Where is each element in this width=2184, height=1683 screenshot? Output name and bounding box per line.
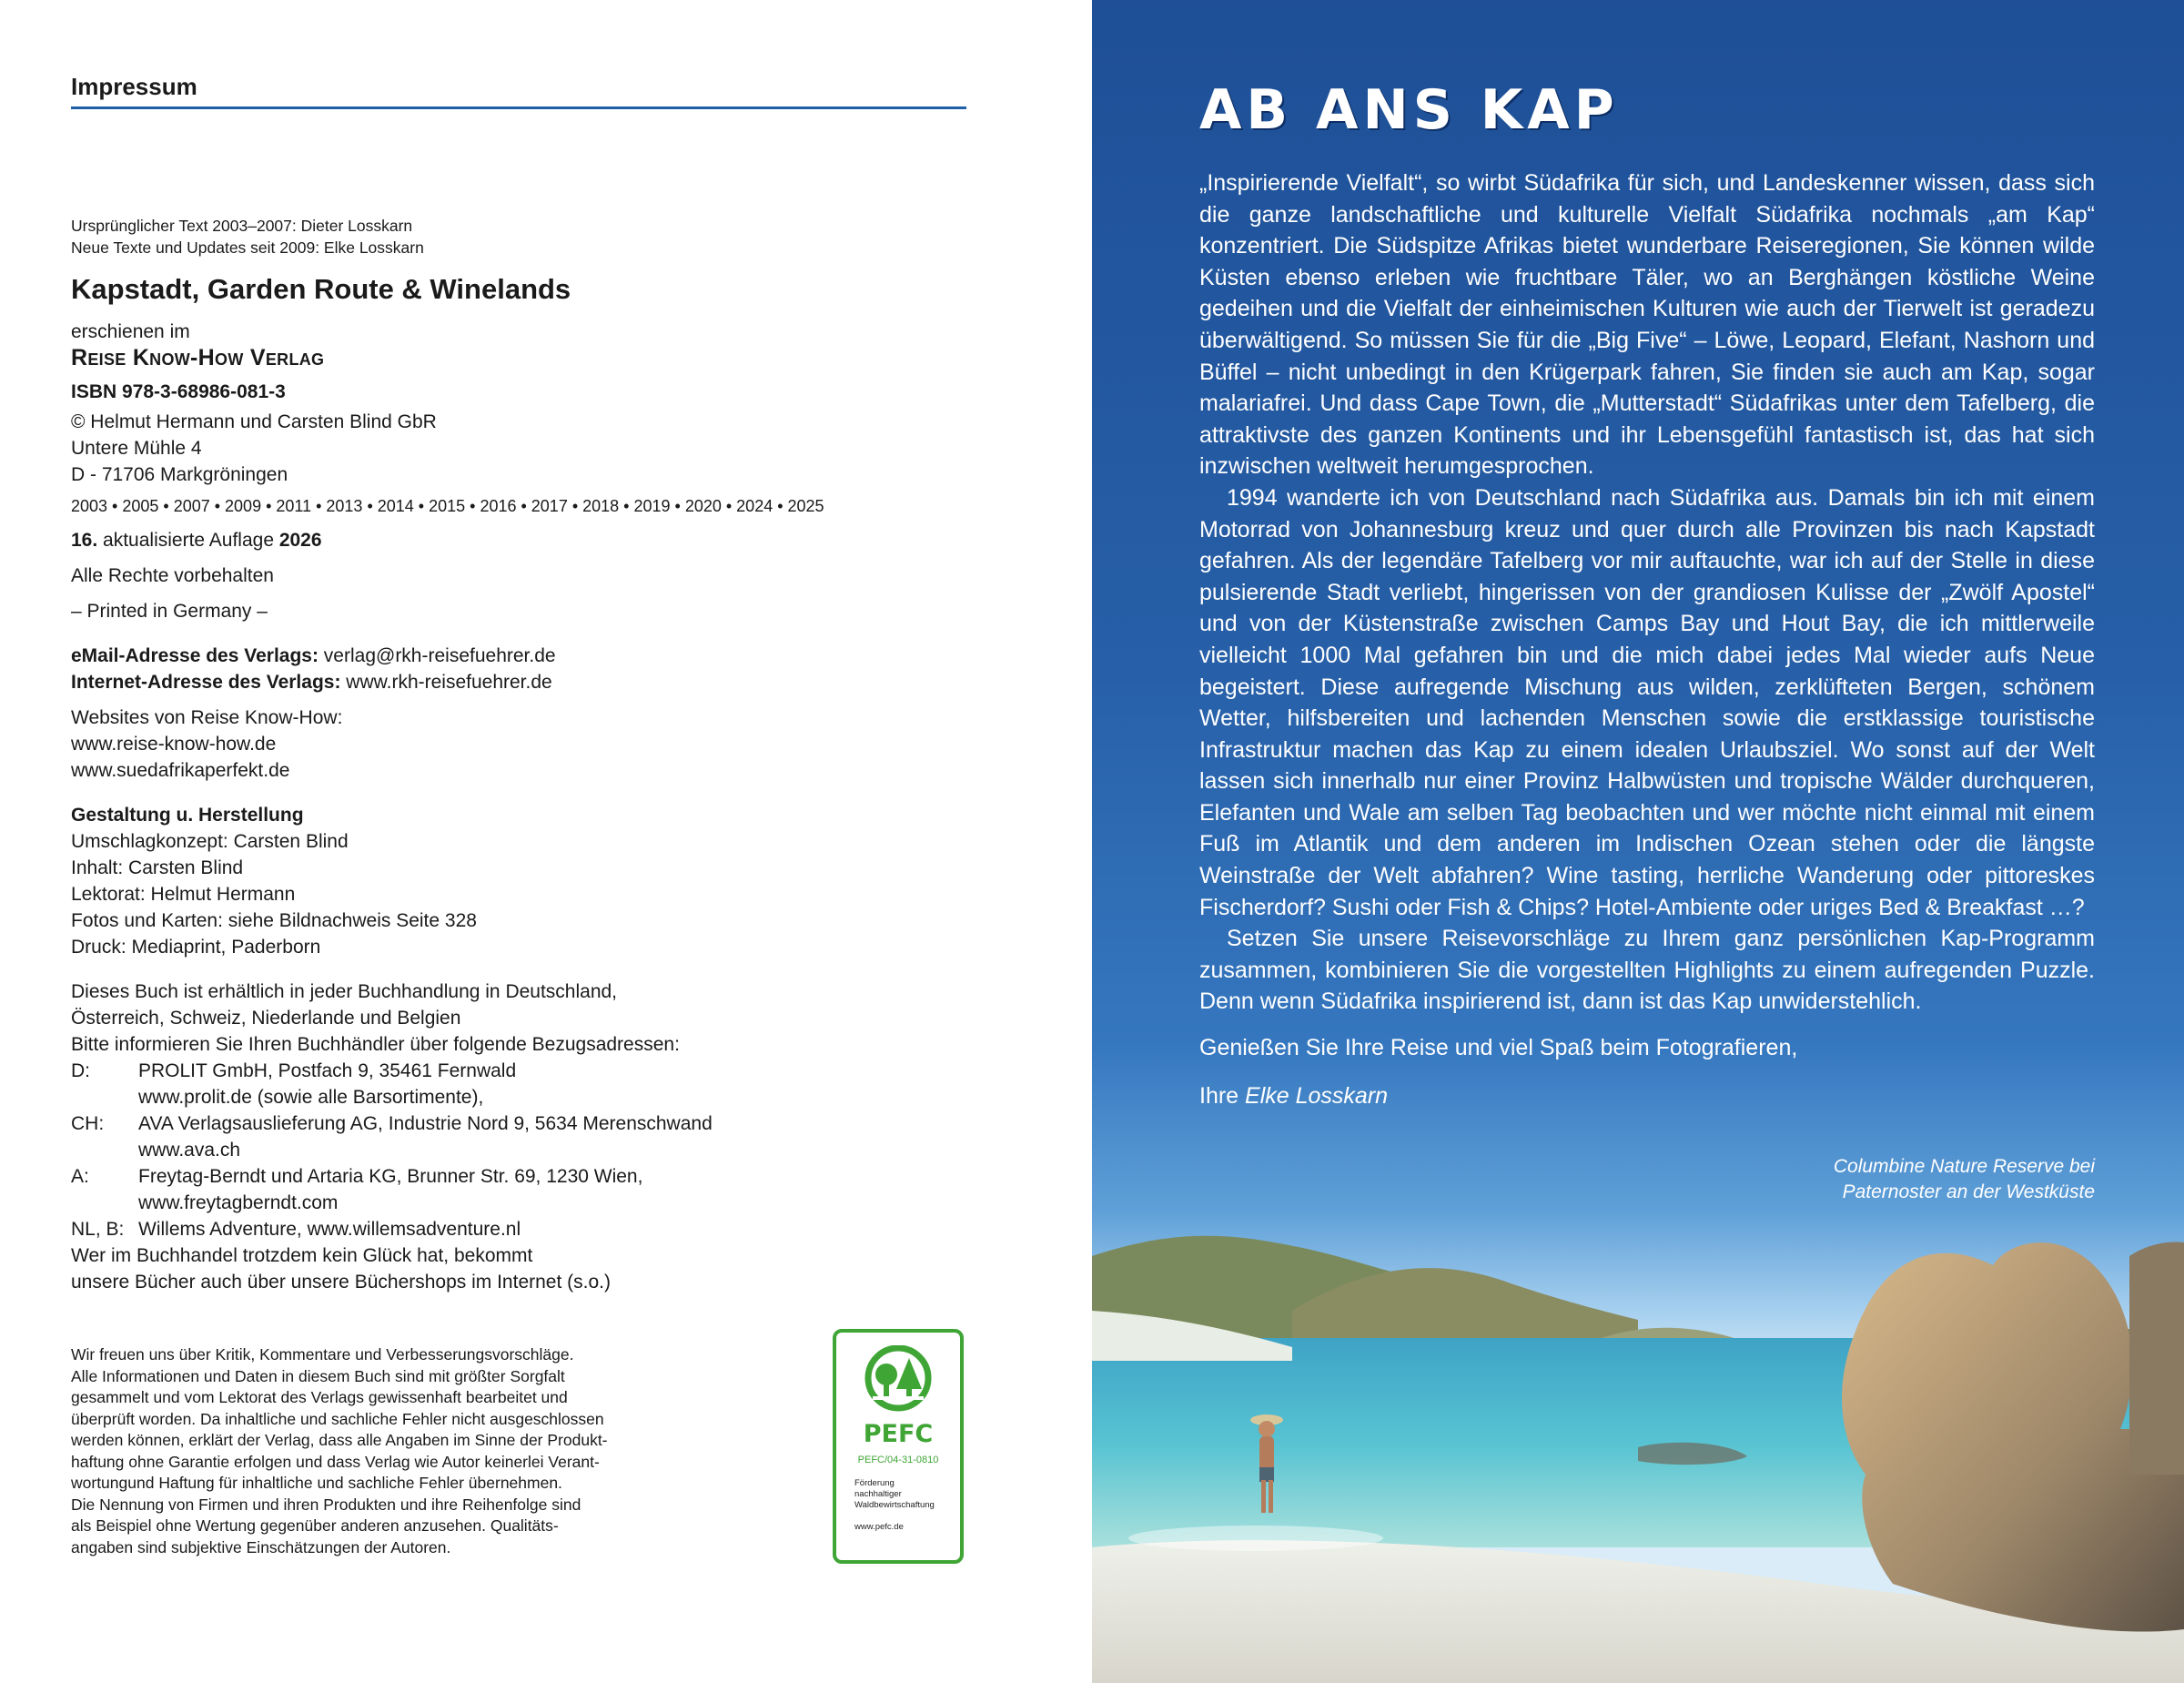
address-row (71, 1058, 981, 1084)
production-block (71, 802, 981, 960)
country-code: NL, B: (71, 1219, 125, 1240)
pefc-certification-badge (833, 1329, 964, 1564)
availability-block (71, 978, 981, 1058)
caption-line: Paternoster an der Westküste (1842, 1181, 2095, 1202)
legal-line: haftung ohne Garantie erfolgen und dass Verlag wie Autor keinerlei Verant- (71, 1452, 600, 1471)
copyright-block (71, 409, 981, 488)
edition-text: aktualisierte Auflage (97, 530, 279, 551)
legal-line: angaben sind subjektive Einschätzungen der Autoren. (71, 1537, 451, 1556)
country-code: A: (71, 1166, 89, 1187)
printed-text: – Printed in Germany – (71, 601, 268, 622)
web-label: Internet-Adresse des Verlags: (71, 672, 341, 693)
published-in: erschienen im (71, 321, 190, 342)
address-row (71, 1163, 981, 1190)
legal-disclaimer (71, 1344, 690, 1558)
coastal-photo (1092, 1201, 2184, 1683)
address-list (71, 1058, 981, 1242)
page-title: AB ANS KAP (1199, 78, 1619, 142)
intro-paragraph: Setzen Sie unsere Reisevorschläge zu Ihrem ganz persönlichen Kap-Programm zusammen, kombinieren Sie die vorgestellten Highlights zu einem aufregenden Puzzle. Denn wenn Südafrika inspirierend ist, dann ist das Kap unwiderstehlich. (1199, 926, 2095, 1015)
production-line: Druck: Mediaprint, Paderborn (71, 937, 321, 958)
legal-line: wortungund Haftung für inhaltliche und sachliche Fehler übernehmen. (71, 1474, 562, 1492)
pefc-code: PEFC/04-31-0810 (857, 1455, 939, 1465)
book-title: Kapstadt, Garden Route & Winelands (71, 273, 571, 305)
availability-line: Österreich, Schweiz, Niederlande und Belgien (71, 1008, 461, 1029)
legal-line: Wir freuen uns über Kritik, Kommentare und Verbesserungsvorschläge. (71, 1345, 574, 1364)
websites-label: Websites von Reise Know-How: (71, 707, 343, 728)
signature-name: Elke Losskarn (1245, 1082, 1389, 1109)
website-link[interactable]: www.reise-know-how.de (71, 734, 277, 755)
address-line: Untere Mühle 4 (71, 438, 202, 459)
email-link[interactable]: verlag@rkh-reisefuehrer.de (318, 645, 556, 666)
legal-line: überprüft worden. Da inhaltliche und sachliche Fehler nicht ausgeschlossen (71, 1409, 604, 1428)
edition-number: 16. (71, 530, 98, 551)
production-title: Gestaltung u. Herstellung (71, 805, 304, 826)
address-text: www.freytagberndt.com (138, 1192, 339, 1213)
legal-line: Die Nennung von Firmen und ihren Produkten und ihre Reihenfolge sind (71, 1495, 581, 1514)
contact-block (71, 643, 981, 695)
signature-prefix: Ihre (1199, 1082, 1246, 1109)
availability-line: Dieses Buch ist erhältlich in jeder Buchhandlung in Deutschland, (71, 981, 618, 1002)
note-line: unsere Bücher auch über unsere Büchershops im Internet (s.o.) (71, 1272, 611, 1293)
note-line: Wer im Buchhandel trotzdem kein Glück hat, bekommt (71, 1245, 533, 1266)
section-title: Impressum (71, 73, 966, 109)
legal-line: werden können, erklärt der Verlag, dass alle Angaben im Sinne der Produkt- (71, 1431, 608, 1449)
pefc-subtitle-line: Förderung (854, 1478, 895, 1488)
web-link[interactable]: www.rkh-reisefuehrer.de (340, 672, 552, 693)
website-link[interactable]: www.suedafrikaperfekt.de (71, 760, 290, 781)
isbn: ISBN 978-3-68986-081-3 (71, 381, 286, 402)
legal-line: Alle Informationen und Daten in diesem Buch sind mit größter Sorgfalt (71, 1366, 565, 1385)
country-code (71, 1137, 138, 1163)
legal-line: als Beispiel ohne Wertung gegenüber anderen anzusehen. Qualitäts- (71, 1516, 559, 1535)
address-row (71, 1084, 981, 1110)
pefc-brand-text: PEFC (863, 1420, 934, 1448)
intro-page (1092, 0, 2184, 1683)
bookstore-note (71, 1242, 981, 1295)
credit-line: Ursprünglicher Text 2003–2007: Dieter Losskarn (71, 217, 413, 235)
country-code (71, 1190, 138, 1216)
address-text: Willems Adventure, www.willemsadventure.nl (138, 1219, 521, 1240)
credit-line: Neue Texte und Updates seit 2009: Elke Losskarn (71, 238, 424, 257)
rights-text: Alle Rechte vorbehalten (71, 565, 274, 586)
copyright-line: © Helmut Hermann und Carsten Blind GbR (71, 411, 437, 432)
country-code: D: (71, 1060, 90, 1081)
email-line (71, 643, 981, 669)
address-text: PROLIT GmbH, Postfach 9, 35461 Fernwald (138, 1060, 517, 1081)
pefc-subtitle (854, 1478, 960, 1511)
photo-caption (1834, 1154, 2095, 1205)
pefc-logo-icon (854, 1345, 942, 1453)
caption-line: Columbine Nature Reserve bei (1833, 1156, 2095, 1177)
address-row (71, 1110, 981, 1137)
address-text: www.ava.ch (138, 1140, 241, 1161)
production-line: Umschlagkonzept: Carsten Blind (71, 831, 349, 852)
address-row (71, 1137, 981, 1163)
country-code (71, 1084, 138, 1110)
impressum-content (71, 215, 981, 1295)
country-code: CH: (71, 1113, 105, 1134)
edition-years: 2003 • 2005 • 2007 • 2009 • 2011 • 2013 • 2014 • 2015 • 2016 • 2017 • 2018 • 2019 • 2020 • 2024 • 2025 (71, 497, 824, 515)
address-line: D - 71706 Markgröningen (71, 464, 288, 485)
legal-line: gesammelt und vom Lektorat des Verlags gewissenhaft bearbeitet und (71, 1388, 568, 1406)
signature (1199, 1080, 2095, 1112)
production-line: Fotos und Karten: siehe Bildnachweis Seite 328 (71, 910, 477, 931)
address-text: Freytag-Berndt und Artaria KG, Brunner Str. 69, 1230 Wien, (138, 1166, 643, 1187)
production-line: Inhalt: Carsten Blind (71, 857, 244, 878)
address-row (71, 1190, 981, 1216)
address-text: www.prolit.de (sowie alle Barsortimente), (138, 1087, 484, 1108)
edition-line (71, 527, 981, 553)
publisher-name: Reise Know-How Verlag (71, 345, 325, 370)
email-label: eMail-Adresse des Verlags: (71, 645, 318, 666)
production-line: Lektorat: Helmut Hermann (71, 884, 296, 905)
intro-paragraph: 1994 wanderte ich von Deutschland nach Südafrika aus. Damals bin ich mit einem Motorrad von Johannesburg kreuz und quer durch alle Provinzen bis nach Kapstadt gefahren. Als der legendäre Tafelberg vor mir auftauchte, war ich auf der Stelle in diese pulsierende Stadt verliebt, hingerissen von der grandiosen Kulisse der „Zwölf Apostel“ und von der Küstenstraße zwischen Camps Bay und Hout Bay, die ich mittlerweile vielleicht 1000 Mal gefahren bin und die mich dabei jedes Mal wieder aufs Neue begeistert. Diese aufregende Mischung aus wilden, zerklüfteten Bergen, schönem Wetter, hilfsbereiten und lachenden Menschen sowie die erstklassige touristische Infrastruktur machen das Kap zu einem idealen Urlaubsziel. Wo sonst auf der Welt lassen sich innerhalb nur einer Provinz Halbwüsten und tropische Wälder durchqueren, Elefanten und Wale am selben Tag beobachten und wer möchte nicht einmal mit einem Fuß im Atlantik und dem anderen im Indischen Ozean stehen oder die längste Weinstraße der Welt abfahren? Wine tasting, herrliche Wanderung oder pittoreskes Fischerdorf? Sushi oder Fish & Chips? Hotel-Ambiente oder uriges Bed & Breakfast …? (1199, 484, 2095, 920)
pefc-url: www.pefc.de (854, 1522, 904, 1532)
pefc-subtitle-line: Waldbewirtschaftung (854, 1500, 935, 1510)
edition-year: 2026 (278, 530, 322, 551)
websites-block (71, 705, 981, 784)
pefc-subtitle-line: nachhaltiger (854, 1489, 902, 1499)
address-text: AVA Verlagsauslieferung AG, Industrie Nord 9, 5634 Merenschwand (138, 1113, 713, 1134)
availability-line: Bitte informieren Sie Ihren Buchhändler über folgende Bezugsadressen: (71, 1034, 680, 1055)
intro-text (1199, 167, 2095, 1111)
section-header (71, 73, 966, 109)
intro-paragraph: „Inspirierende Vielfalt“, so wirbt Südafrika für sich, und Landeskenner wissen, dass sich die ganze landschaftliche und kulturelle Vielfalt Südafrika nochmals „am Kap“ konzentriert. Die Südspitze Afrikas bietet wunderbare Reiseregionen, Sie können wilde Küsten ebenso erleben wie fruchtbare Täler, wo an Berghängen köstliche Weine gedeihen und die Vielfalt der einheimischen Kulturen wie auch der Tierwelt ist geradezu überwältigend. So müssen Sie für die „Big Five“ – Löwe, Leopard, Elefant, Nashorn und Büffel – nicht unbedingt in den Krügerpark fahren, Sie finden sie auch am Kap, sogar malariafrei. Und dass Cape Town, die „Mutterstadt“ Südafrikas unter dem Tafelberg, die attraktivste des ganzen Kontinents und ihr Lebensgefühl fantastisch ist, das hat sich inzwischen weltweit herumgesprochen. (1199, 170, 2095, 480)
address-row (71, 1216, 981, 1242)
closing-line: Genießen Sie Ihre Reise und viel Spaß beim Fotografieren, (1199, 1035, 1798, 1061)
credits (71, 215, 981, 259)
web-line (71, 669, 981, 695)
